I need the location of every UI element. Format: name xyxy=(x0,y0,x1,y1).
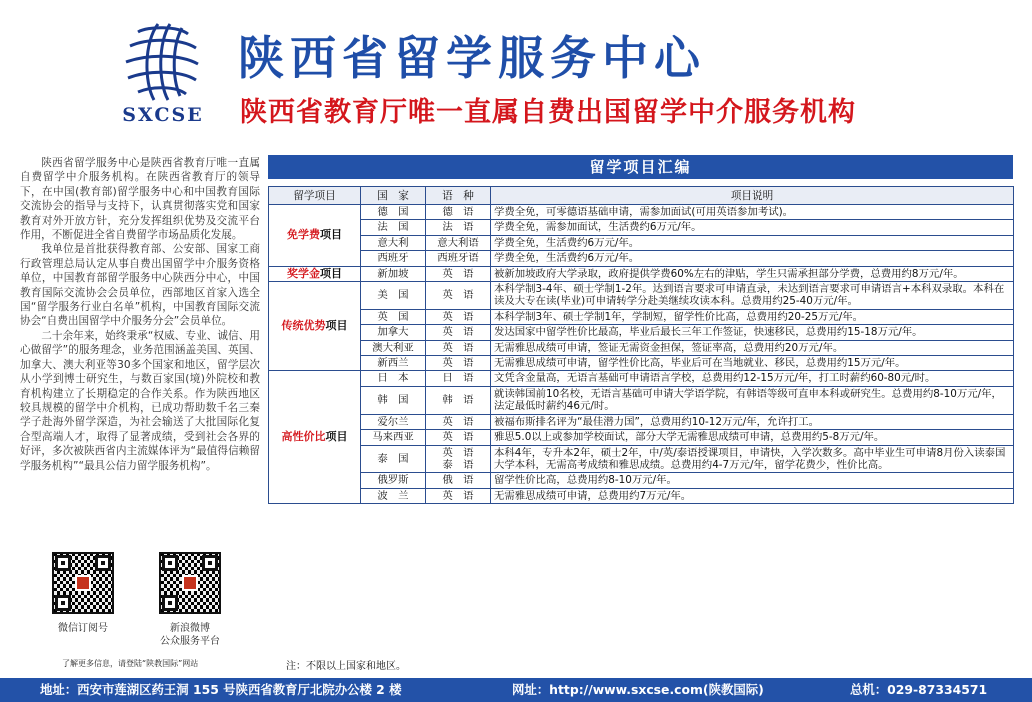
category-cell xyxy=(269,266,361,281)
table-note: 注：不限以上国家和地区。 xyxy=(286,661,406,672)
logo xyxy=(108,22,218,130)
category-suffix: 项目 xyxy=(320,266,342,280)
language-cell: 英 语 xyxy=(426,488,491,503)
language-cell: 法 语 xyxy=(426,220,491,235)
column-header: 留学项目 xyxy=(269,187,361,205)
footer-phone: 总机：029-87334571 xyxy=(850,682,988,697)
category-highlight: 传统优势 xyxy=(281,319,326,333)
description-cell: 学费全免，生活费约6万元/年。 xyxy=(491,251,1014,266)
weibo-qr[interactable] xyxy=(155,552,225,648)
intro-paragraph: 我单位是首批获得教育部、公安部、国家工商行政管理总局认定从事自费出国留学中介服务资格单位，中国教育部留学服务中心陕西分中心，中国教育国际交流协会会员单位，西部地区首家入选全国“留学服务行业白名单”机构，中国教育国际交流协会“自费出国留学中介服务分会”会员单位。 xyxy=(20,243,260,328)
country-cell: 美 国 xyxy=(361,282,426,310)
country-cell: 新加坡 xyxy=(361,266,426,281)
language-cell: 英 语 泰 语 xyxy=(426,445,491,473)
wechat-qr[interactable] xyxy=(48,552,118,635)
description-cell: 本科4年，专升本2年，硕士2年，中/英/泰语授课项目，申请快，入学次数多。高中毕业生可申请8月份入读泰国大学本科，无需高考成绩和雅思成绩。总费用约4-7万元/年，留学花费少，性价比高。 xyxy=(491,445,1014,473)
description-cell: 本科学制3年、硕士学制1年，学制短，留学性价比高，总费用约20-25万元/年。 xyxy=(491,309,1014,324)
qr-label: 新浪微博 公众服务平台 xyxy=(160,623,220,647)
language-cell: 英 语 xyxy=(426,430,491,445)
intro-paragraph: 陕西省留学服务中心是陕西省教育厅唯一直属自费留学中介服务机构。在陕西省教育厅的领导下，在中国(教育部)留学服务中心和中国教育国际交流协会的指导与支持下，认真贯彻落实党和国家教育对外开放方针，充分发挥组织优势及交流平台作用，不断促进全省自费留学市场品质化发展。 xyxy=(20,157,260,242)
table-row xyxy=(269,430,1014,445)
table-row xyxy=(269,205,1014,220)
table-row xyxy=(269,325,1014,340)
country-cell: 加拿大 xyxy=(361,325,426,340)
category-highlight: 奖学金 xyxy=(287,266,320,280)
intro-text xyxy=(20,156,260,473)
table-row xyxy=(269,445,1014,473)
table-row xyxy=(269,266,1014,281)
table-row xyxy=(269,371,1014,386)
category-suffix: 项目 xyxy=(325,319,348,333)
logo-text: SXCSE xyxy=(122,104,204,126)
table-row xyxy=(269,309,1014,324)
language-cell: 英 语 xyxy=(426,340,491,355)
language-cell: 日 语 xyxy=(426,371,491,386)
table-row xyxy=(269,414,1014,429)
description-cell: 文凭含金量高，无语言基础可申请语言学校，总费用约12-15万元/年，打工时薪约60-80元/时。 xyxy=(491,371,1014,386)
description-cell: 本科学制3-4年、硕士学制1-2年。达到语言要求可申请直录，未达到语言要求可申请语言+本科双录取。本科在读及大专在读(毕业)可申请转学分赴美继续攻读本科。总费用约25-40万元/年。 xyxy=(491,282,1014,310)
description-cell: 被新加坡政府大学录取，政府提供学费60%左右的津贴，学生只需承担部分学费，总费用约8万元/年。 xyxy=(491,266,1014,281)
country-cell: 澳大利亚 xyxy=(361,340,426,355)
table-row xyxy=(269,386,1014,414)
country-cell: 爱尔兰 xyxy=(361,414,426,429)
table-row xyxy=(269,235,1014,250)
description-cell: 无需雅思成绩可申请，签证无需资金担保，签证率高，总费用约20万元/年。 xyxy=(491,340,1014,355)
table-row xyxy=(269,251,1014,266)
table-row xyxy=(269,340,1014,355)
description-cell: 学费全免，生活费约6万元/年。 xyxy=(491,235,1014,250)
category-highlight: 免学费 xyxy=(287,228,320,242)
country-cell: 马来西亚 xyxy=(361,430,426,445)
table-row xyxy=(269,488,1014,503)
language-cell: 英 语 xyxy=(426,356,491,371)
program-table xyxy=(268,186,1014,504)
country-cell: 英 国 xyxy=(361,309,426,324)
footer-website[interactable]: 网址：http://www.sxcse.com(陕教国际) xyxy=(512,682,764,697)
description-cell: 就读韩国前10名校，无语言基础可申请大学语学院，有韩语等级可直申本科或研究生。总费用约8-10万元/年，法定最低时薪约46元/时。 xyxy=(491,386,1014,414)
language-cell: 德 语 xyxy=(426,205,491,220)
column-header: 国 家 xyxy=(361,187,426,205)
globe-logo-icon xyxy=(118,22,204,102)
country-cell: 日 本 xyxy=(361,371,426,386)
column-header: 语 种 xyxy=(426,187,491,205)
table-row xyxy=(269,473,1014,488)
country-cell: 俄罗斯 xyxy=(361,473,426,488)
category-suffix: 项目 xyxy=(320,228,342,242)
language-cell: 英 语 xyxy=(426,414,491,429)
country-cell: 韩 国 xyxy=(361,386,426,414)
country-cell: 新西兰 xyxy=(361,356,426,371)
country-cell: 意大利 xyxy=(361,235,426,250)
description-cell: 发达国家中留学性价比最高，毕业后最长三年工作签证，快速移民，总费用约15-18万元/年。 xyxy=(491,325,1014,340)
more-info-text: 了解更多信息，请登陆“陕教国际”网站 xyxy=(62,659,199,668)
table-row xyxy=(269,356,1014,371)
column-header: 项目说明 xyxy=(491,187,1014,205)
table-row xyxy=(269,282,1014,310)
description-cell: 学费全免，可零德语基础申请，需参加面试(可用英语参加考试)。 xyxy=(491,205,1014,220)
page-title: 陕西省留学服务中心 xyxy=(238,31,706,85)
country-cell: 法 国 xyxy=(361,220,426,235)
table-row xyxy=(269,220,1014,235)
language-cell: 英 语 xyxy=(426,266,491,281)
category-highlight: 高性价比 xyxy=(281,430,326,444)
table-header-row xyxy=(269,187,1014,205)
language-cell: 俄 语 xyxy=(426,473,491,488)
language-cell: 韩 语 xyxy=(426,386,491,414)
intro-paragraph: 二十余年来，始终秉承“权威、专业、诚信、用心做留学”的服务理念，业务范围涵盖美国、英国、加拿大、澳大利亚等30多个国家和地区，留学层次从小学到博士研究生，与数百家国(境)外院校和教育机构建立了长期稳定的合作关系。作为陕西地区较具规模的留学中介机构，已成功帮助数千名三秦学子赴海外留学深造，为社会输送了大批国际化复合型高端人才，取得了显著成绩，受到社会各界的好评，多次被陕西省内主流媒体评为“最值得信赖留学服务机构”“最具公信力留学服务机构”。 xyxy=(20,329,260,472)
description-cell: 无需雅思成绩可申请，总费用约7万元/年。 xyxy=(491,488,1014,503)
country-cell: 西班牙 xyxy=(361,251,426,266)
qr-code-icon xyxy=(52,552,114,614)
language-cell: 西班牙语 xyxy=(426,251,491,266)
footer xyxy=(0,678,1032,702)
footer-address: 地址：西安市莲湖区药王洞 155 号陕西省教育厅北院办公楼 2 楼 xyxy=(40,682,402,697)
category-cell xyxy=(269,282,361,371)
country-cell: 波 兰 xyxy=(361,488,426,503)
category-cell xyxy=(269,371,361,504)
description-cell: 被福布斯排名评为“最佳潜力国”，总费用约10-12万元/年，允许打工。 xyxy=(491,414,1014,429)
description-cell: 无需雅思成绩可申请，留学性价比高，毕业后可在当地就业、移民，总费用约15万元/年。 xyxy=(491,356,1014,371)
language-cell: 英 语 xyxy=(426,282,491,310)
description-cell: 学费全免，需参加面试，生活费约6万元/年。 xyxy=(491,220,1014,235)
qr-code-icon xyxy=(159,552,221,614)
description-cell: 留学性价比高，总费用约8-10万元/年。 xyxy=(491,473,1014,488)
language-cell: 英 语 xyxy=(426,325,491,340)
category-suffix: 项目 xyxy=(325,430,348,444)
language-cell: 意大利语 xyxy=(426,235,491,250)
country-cell: 泰 国 xyxy=(361,445,426,473)
category-cell xyxy=(269,205,361,267)
page-subtitle: 陕西省教育厅唯一直属自费出国留学中介服务机构 xyxy=(240,97,856,128)
language-cell: 英 语 xyxy=(426,309,491,324)
country-cell: 德 国 xyxy=(361,205,426,220)
qr-label: 微信订阅号 xyxy=(58,623,108,634)
description-cell: 雅思5.0以上或参加学校面试，部分大学无需雅思成绩可申请，总费用约5-8万元/年。 xyxy=(491,430,1014,445)
table-title: 留学项目汇编 xyxy=(268,155,1013,179)
